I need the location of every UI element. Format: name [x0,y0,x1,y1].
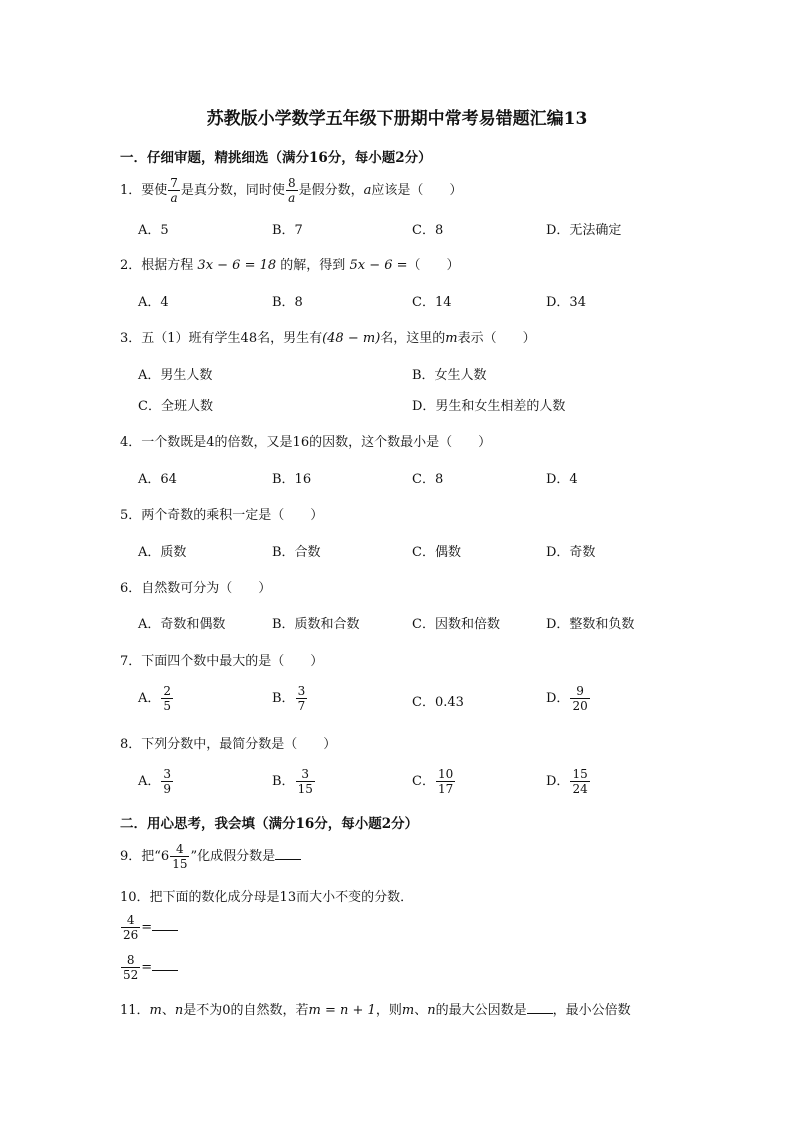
question-4: 4．一个数既是4的倍数，又是16的因数，这个数最小是（ ） [120,435,492,450]
fraction: $\frac{7}{a}$ [170,176,178,205]
q10-item-2: $\frac{8}{52}$ = [120,953,178,982]
option-a: A．奇数和偶数 [138,617,226,632]
option-b: B．8 [272,295,303,310]
option-d: D． $\frac{15}{24}$ [546,767,588,796]
fraction: $\frac{8}{52}$ [123,953,139,982]
fraction: $\frac{8}{a}$ [287,176,296,205]
question-7: 7．下面四个数中最大的是（ ） [120,654,324,669]
option-c: C．全班人数 [138,399,213,414]
question-3: 3．五（1）班有学生48名，男生有(48 − m)名，这里的m表示（ ） [120,331,536,346]
answer-blank[interactable] [152,918,178,931]
option-a: A．5 [138,223,169,238]
option-a: A． $\frac{2}{5}$ [138,684,172,713]
option-d: D．无法确定 [546,223,622,238]
question-8: 8．下列分数中，最简分数是（ ） [120,737,337,752]
option-d: D．4 [546,472,578,487]
fraction: $\frac{9}{20}$ [572,684,588,713]
option-a: A．64 [138,472,177,487]
option-c: C．8 [412,223,444,238]
question-10: 10．把下面的数化成分母是13而大小不变的分数． [120,890,414,905]
answer-blank[interactable] [275,847,301,860]
option-b: B． $\frac{3}{15}$ [272,767,313,796]
option-b: B．女生人数 [412,368,487,383]
fraction: $\frac{4}{26}$ [123,913,139,942]
option-a: A． $\frac{3}{9}$ [138,767,172,796]
option-d: D．整数和负数 [546,617,635,632]
question-1: 1．要使 $\frac{7}{a}$ 是真分数，同时使 $\frac{8}{a}$ 是假分数，a应该是（ ） [120,176,463,205]
question-9: 9．把“6 $\frac{4}{15}$ ”化成假分数是 [120,842,301,871]
question-6: 6．自然数可分为（ ） [120,581,272,596]
fraction: $\frac{10}{17}$ [437,767,454,796]
option-a: A．4 [138,295,169,310]
option-a: A．质数 [138,545,187,560]
section-heading-1: 一．仔细审题，精挑细选（满分16分，每小题2分） [120,150,432,166]
section-heading-2: 二．用心思考，我会填（满分16分，每小题2分） [120,816,419,832]
question-11: 11．m、n是不为0的自然数，若m = n + 1，则m、n的最大公因数是 ，最小公倍数 [120,1003,631,1018]
option-b: B．合数 [272,545,321,560]
fraction: $\frac{3}{9}$ [163,767,172,796]
question-5: 5．两个奇数的乘积一定是（ ） [120,508,324,523]
mixed-number: 6 $\frac{4}{15}$ [160,842,188,871]
option-c: C． $\frac{10}{17}$ [412,767,454,796]
option-c: C．因数和倍数 [412,617,500,632]
option-c: C．偶数 [412,545,461,560]
fraction: $\frac{15}{24}$ [572,767,588,796]
option-c: C．0.43 [412,695,464,710]
option-d: D．奇数 [546,545,596,560]
option-b: B．16 [272,472,312,487]
answer-blank[interactable] [152,958,178,971]
question-2: 2．根据方程 3x − 6 = 18 的解，得到 5x − 6 =（ ） [120,258,460,273]
page-title: 苏教版小学数学五年级下册期中常考易错题汇编13 [206,109,588,129]
option-b: B．质数和合数 [272,617,360,632]
option-d: D．34 [546,295,586,310]
option-c: C．14 [412,295,452,310]
option-a: A．男生人数 [138,368,213,383]
q10-item-1: $\frac{4}{26}$ = [120,913,178,942]
option-d: D．男生和女生相差的人数 [412,399,566,414]
fraction: $\frac{3}{15}$ [297,767,313,796]
option-d: D． $\frac{9}{20}$ [546,684,588,713]
option-c: C．8 [412,472,444,487]
fraction: $\frac{2}{5}$ [163,684,172,713]
option-b: B． $\frac{3}{7}$ [272,684,306,713]
fraction: $\frac{3}{7}$ [297,684,306,713]
option-b: B．7 [272,223,303,238]
answer-blank[interactable] [527,1001,553,1014]
